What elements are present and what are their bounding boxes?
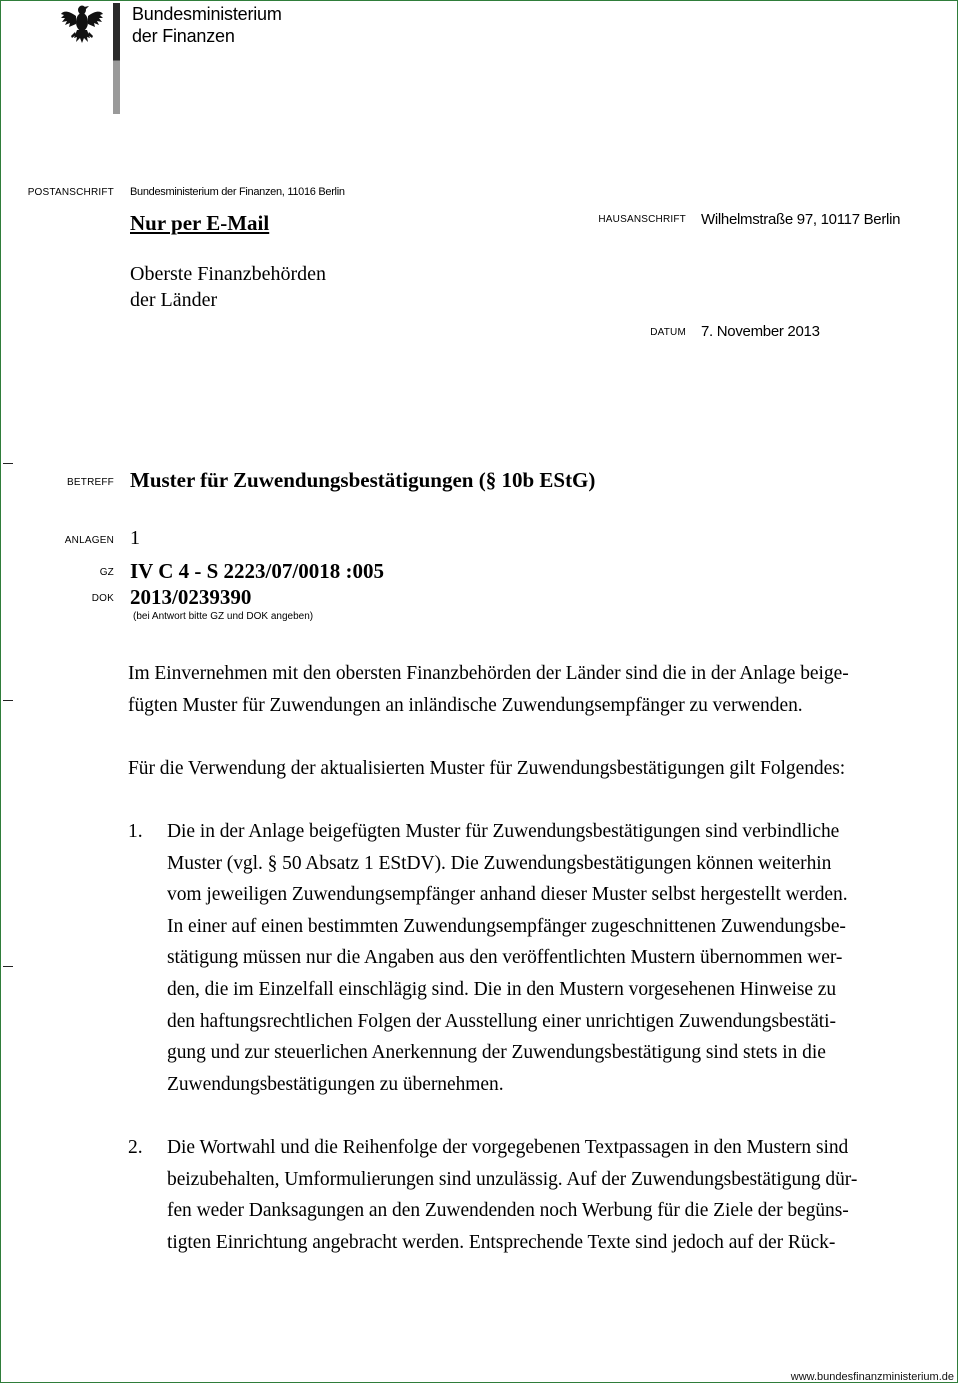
- postanschrift-value: Bundesministerium der Finanzen, 11016 Berlin: [130, 186, 345, 198]
- item-line: beizubehalten, Umformulierungen sind unzulässig. Auf der Zuwendungsbestätigung dür-: [167, 1168, 858, 1190]
- recipient-block: [130, 261, 326, 313]
- fold-mark: [3, 966, 13, 967]
- subject-text: Muster für Zuwendungsbestätigungen (§ 10b EStG): [130, 468, 596, 492]
- datum-label: DATUM: [650, 327, 686, 338]
- item-text: [167, 816, 945, 1100]
- item-line: stätigung müssen nur die Angaben aus den veröffentlichten Mustern übernommen wer-: [167, 947, 843, 969]
- punch-mark: [3, 700, 13, 701]
- anlagen-value: 1: [130, 527, 140, 549]
- item-text: [167, 1132, 945, 1258]
- betreff-label: BETREFF: [67, 477, 114, 488]
- ministry-name-line1: Bundesministerium: [132, 4, 282, 24]
- item-line: den haftungsrechtlichen Folgen der Ausstellung einer unrichtigen Zuwendungsbestäti-: [167, 1010, 836, 1032]
- item-line: Muster (vgl. § 50 Absatz 1 EStDV). Die Zuwendungsbestätigungen können weiterhin: [167, 852, 832, 874]
- ministry-name-line2: der Finanzen: [132, 26, 235, 46]
- hausanschrift-label: HAUSANSCHRIFT: [598, 214, 686, 225]
- intro-paragraph: [128, 658, 946, 721]
- anlagen-label: ANLAGEN: [64, 535, 114, 546]
- gz-label: GZ: [99, 567, 114, 578]
- item-line: vom jeweiligen Zuwendungsempfänger anhand dieser Muster selbst hergestellt werden.: [167, 884, 848, 906]
- item-line: tigten Einrichtung angebracht werden. Entsprechende Texte sind jedoch auf der Rück-: [167, 1231, 836, 1253]
- gz-value: IV C 4 - S 2223/07/0018 :005: [130, 559, 384, 583]
- reference-note: (bei Antwort bitte GZ und DOK angeben): [133, 611, 314, 622]
- delivery-note: Nur per E-Mail: [130, 211, 270, 235]
- fold-mark: [3, 463, 13, 464]
- lead-paragraph: Für die Verwendung der aktualisierten Muster für Zuwendungsbestätigungen gilt Folgendes:: [128, 758, 846, 779]
- intro-line: Im Einvernehmen mit den obersten Finanzbehörden der Länder sind die in der Anlage beige-: [128, 663, 849, 684]
- logo-bar: [113, 3, 120, 114]
- item-line: Zuwendungsbestätigungen zu übernehmen.: [167, 1073, 504, 1095]
- datum-value: 7. November 2013: [701, 323, 820, 340]
- federal-eagle-icon: [60, 2, 104, 44]
- dok-value: 2013/0239390: [130, 585, 252, 609]
- recipient-line1: Oberste Finanzbehörden: [130, 263, 327, 285]
- item-line: Die in der Anlage beigefügten Muster für Zuwendungsbestätigungen sind verbindliche: [167, 821, 840, 842]
- item-line: Die Wortwahl und die Reihenfolge der vorgegebenen Textpassagen in den Mustern sind: [167, 1137, 849, 1158]
- hausanschrift-value: Wilhelmstraße 97, 10117 Berlin: [701, 211, 901, 228]
- item-line: den, die im Einzelfall einschlägig sind. Die in den Mustern vorgesehenen Hinweise zu: [167, 978, 837, 1000]
- item-line: gung und zur steuerlichen Anerkennung der Zuwendungsbestätigung sind stets in die: [167, 1042, 826, 1064]
- recipient-line2: der Länder: [130, 289, 218, 311]
- item-number: 2.: [128, 1137, 143, 1158]
- item-line: In einer auf einen bestimmten Zuwendungsempfänger zugeschnittenen Zuwendungsbe-: [167, 915, 846, 937]
- dok-label: DOK: [91, 593, 114, 604]
- item-number: 1.: [128, 821, 143, 842]
- ministry-name: [132, 3, 282, 47]
- footer-url[interactable]: www.bundesfinanzministerium.de: [790, 1371, 954, 1383]
- item-line: fen weder Danksagungen an den Zuwendenden noch Werbung für die Ziele der begüns-: [167, 1200, 849, 1222]
- intro-line: fügten Muster für Zuwendungen an inländische Zuwendungsempfänger zu verwenden.: [128, 694, 803, 716]
- postanschrift-label: POSTANSCHRIFT: [27, 187, 114, 198]
